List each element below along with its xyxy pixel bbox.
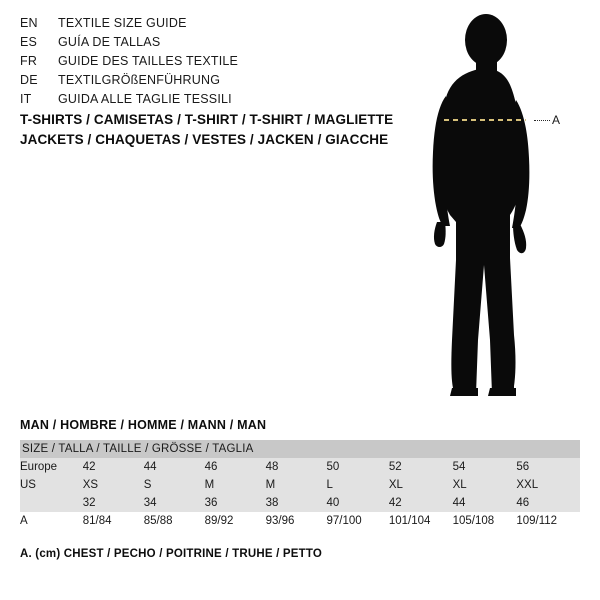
cell: M xyxy=(265,479,276,491)
cell: 38 xyxy=(265,497,279,509)
cell: 97/100 xyxy=(326,515,362,527)
cell: 101/104 xyxy=(388,515,431,527)
table-row xyxy=(20,458,580,476)
cell: 109/112 xyxy=(516,515,558,527)
language-row xyxy=(20,54,380,73)
cell: 50 xyxy=(326,461,340,473)
language-code: ES xyxy=(20,35,38,49)
language-row xyxy=(20,16,380,35)
cell: XXL xyxy=(516,479,539,491)
cell: 89/92 xyxy=(204,515,234,527)
language-text: GUÍA DE TALLAS xyxy=(58,35,161,49)
cell: S xyxy=(143,479,152,491)
row-label xyxy=(20,494,83,512)
row-label: US xyxy=(20,479,36,491)
cell: 44 xyxy=(452,497,466,509)
language-row xyxy=(20,73,380,92)
language-list xyxy=(20,16,380,111)
language-code: DE xyxy=(20,73,38,87)
cell: 56 xyxy=(516,461,530,473)
cell: 34 xyxy=(143,497,157,509)
measure-label-a: A xyxy=(552,113,561,127)
cell: 42 xyxy=(388,497,402,509)
male-silhouette-icon xyxy=(400,10,600,400)
language-row xyxy=(20,35,380,54)
cell: XL xyxy=(452,479,467,491)
table-header-label: SIZE / TALLA / TAILLE / GRÖSSE / TAGLIA xyxy=(22,443,254,455)
cell: 32 xyxy=(82,497,96,509)
cell: 46 xyxy=(204,461,218,473)
cell: 46 xyxy=(516,497,530,509)
language-text: GUIDE DES TAILLES TEXTILE xyxy=(58,54,239,68)
cell: 40 xyxy=(326,497,340,509)
language-code: IT xyxy=(20,92,32,106)
cell: XL xyxy=(388,479,403,491)
table-section-title: MAN / HOMBRE / HOMME / MANN / MAN xyxy=(20,418,267,432)
body-figure xyxy=(400,10,600,400)
cell: 54 xyxy=(452,461,466,473)
table-row xyxy=(20,494,580,512)
language-text: TEXTILGRÖßENFÜHRUNG xyxy=(58,73,221,87)
cell: 52 xyxy=(388,461,402,473)
row-label: Europe xyxy=(20,461,58,473)
measure-leader-line xyxy=(534,120,550,121)
cell: 105/108 xyxy=(452,515,495,527)
category-tshirts: T-SHIRTS / CAMISETAS / T-SHIRT / T-SHIRT / MAGLIETTE xyxy=(20,112,394,127)
cell: 48 xyxy=(265,461,279,473)
cell: M xyxy=(204,479,215,491)
table-header-row xyxy=(20,440,580,458)
row-label: A xyxy=(20,515,28,527)
cell: 42 xyxy=(82,461,96,473)
table-row xyxy=(20,512,580,530)
table-footnote: A. (cm) CHEST / PECHO / POITRINE / TRUHE / PETTO xyxy=(20,548,323,560)
cell: XS xyxy=(82,479,99,491)
category-list xyxy=(20,110,420,150)
cell: 85/88 xyxy=(143,515,173,527)
cell: 36 xyxy=(204,497,218,509)
cell: 44 xyxy=(143,461,157,473)
language-text: GUIDA ALLE TAGLIE TESSILI xyxy=(58,92,232,106)
cell: 81/84 xyxy=(82,515,112,527)
language-code: FR xyxy=(20,54,38,68)
size-table xyxy=(20,440,580,530)
cell: L xyxy=(326,479,333,491)
language-text: TEXTILE SIZE GUIDE xyxy=(58,16,187,30)
language-row xyxy=(20,92,380,111)
table-row xyxy=(20,476,580,494)
category-jackets: JACKETS / CHAQUETAS / VESTES / JACKEN / GIACCHE xyxy=(20,132,389,147)
cell: 93/96 xyxy=(265,515,295,527)
language-code: EN xyxy=(20,16,38,30)
